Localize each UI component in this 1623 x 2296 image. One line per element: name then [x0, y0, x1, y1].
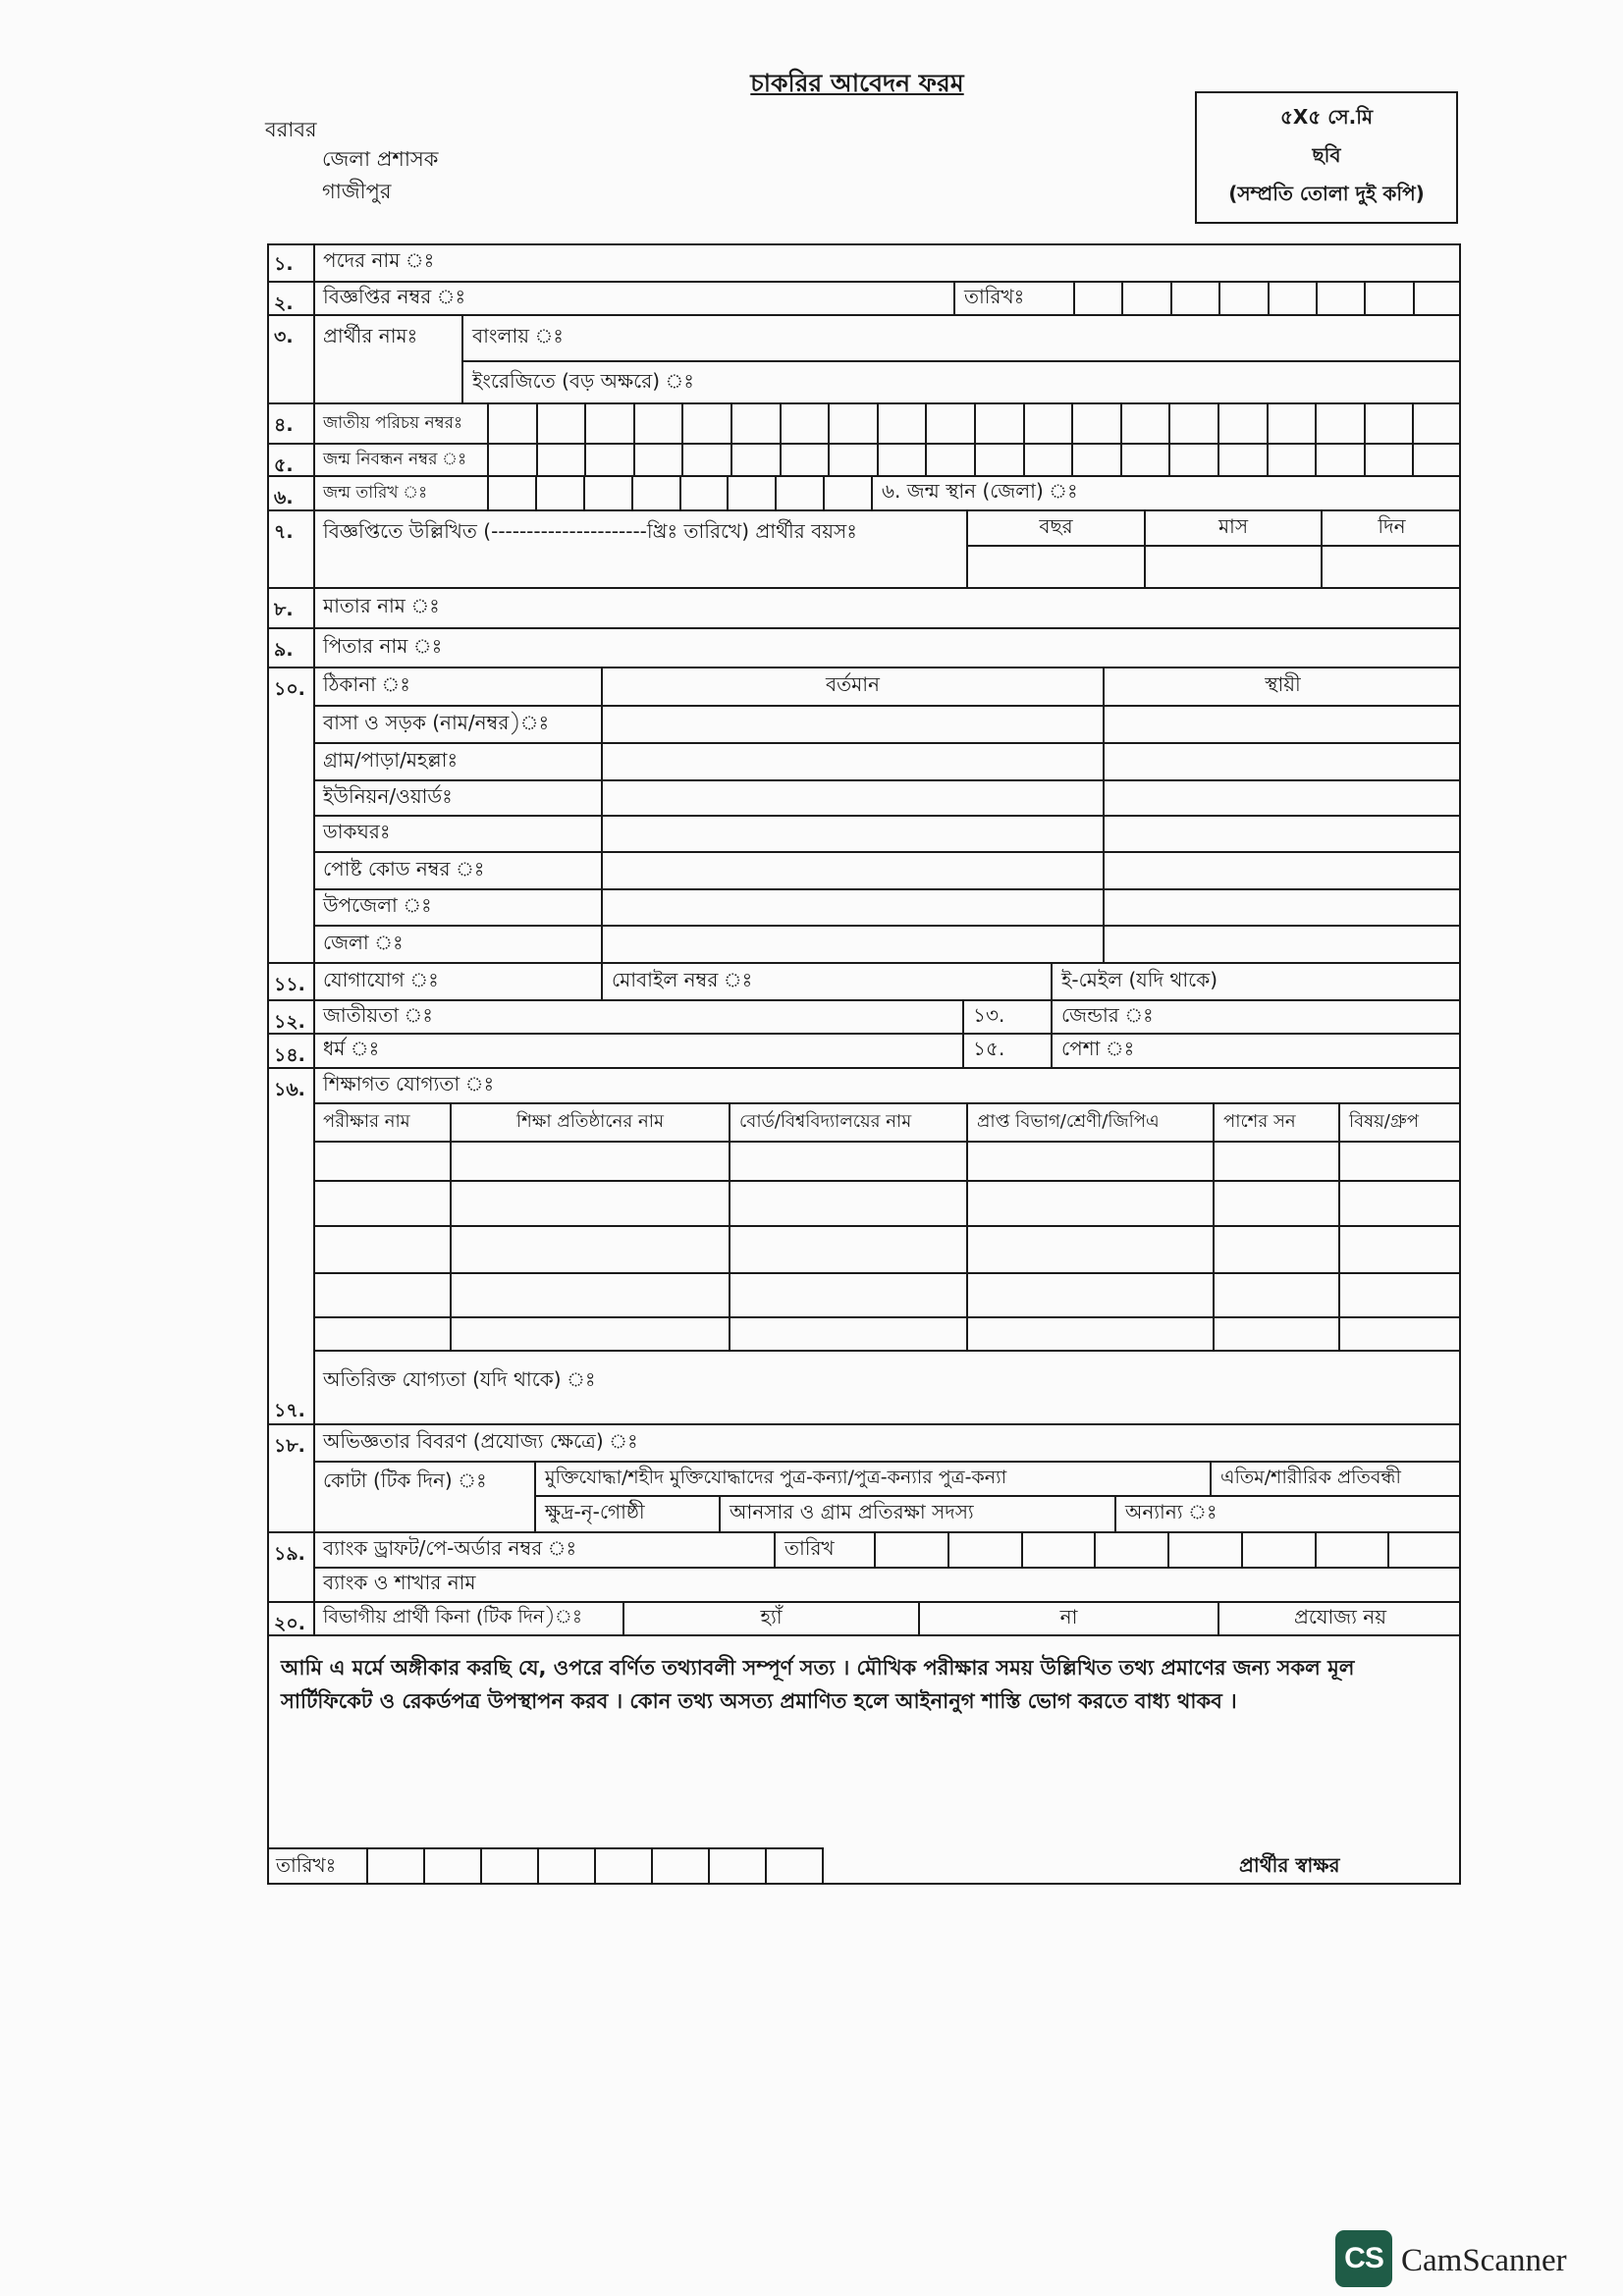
row-number: ৬. — [267, 475, 314, 509]
additional-qualification-row — [314, 1350, 1461, 1423]
bank-date-digit-box — [1241, 1533, 1315, 1567]
religion-row — [314, 1033, 1461, 1067]
passing-year-header: পাশের সন — [1213, 1104, 1338, 1141]
date-digit-box — [1170, 283, 1218, 314]
birth-date-digit-box — [535, 477, 583, 509]
address-row — [314, 925, 1461, 962]
additional-qualification-label: অতিরিক্ত যোগ্যতা (যদি থাকে) ঃ — [323, 1367, 596, 1391]
address-field-label: ইউনিয়ন/ওয়ার্ডঃ — [323, 783, 453, 808]
birth-date-row — [314, 475, 1461, 509]
birth-reg-digit-box — [1023, 445, 1072, 475]
addressee-to: বরাবর — [265, 118, 317, 141]
date-digit-box — [1413, 283, 1461, 314]
education-data-row — [314, 1225, 1461, 1272]
photo-size: ৫X৫ সে.মি — [1279, 105, 1374, 129]
table-cell — [966, 1227, 1213, 1272]
nid-digit-box — [1023, 404, 1072, 443]
age-row — [314, 509, 1461, 587]
applicant-name-label: প্রার্থীর নামঃ — [323, 324, 418, 347]
post-name-row — [314, 243, 1461, 281]
age-month-header: মাস — [1144, 511, 1321, 545]
row-number: ৭. — [267, 509, 314, 587]
option-yes: হ্যাঁ — [622, 1603, 918, 1634]
nid-digit-box — [1120, 404, 1169, 443]
education-header-row — [314, 1102, 1461, 1141]
father-name-row — [314, 627, 1461, 667]
birth-registration-row — [314, 443, 1461, 475]
bank-branch-label: ব্যাংক ও শাখার নাম — [323, 1571, 476, 1594]
nid-boxes — [487, 404, 1461, 443]
age-label: বিজ্ঞপ্তিতে উল্লিখিত (----------------------খ্রিঃ তারিখে) প্রার্থীর বয়সঃ — [323, 519, 857, 543]
quota-ethnic-minority: ক্ষুদ্র-নৃ-গোষ্ঠী — [534, 1495, 719, 1531]
subject-group-header: বিষয়/গ্রুপ — [1338, 1104, 1461, 1141]
nationality-row — [314, 999, 1461, 1033]
departmental-candidate-label: বিভাগীয় প্রার্থী কিনা (টিক দিন)ঃ — [323, 1606, 582, 1628]
signature-date-digit-box — [480, 1849, 537, 1885]
address-field-label: উপজেলা ঃ — [323, 893, 432, 917]
table-cell — [450, 1143, 729, 1180]
table-cell — [1213, 1274, 1338, 1316]
table-cell — [314, 1274, 450, 1316]
table-cell — [1213, 1318, 1338, 1350]
education-data-row — [314, 1180, 1461, 1225]
birth-reg-digit-box — [828, 445, 877, 475]
present-address-cell — [601, 890, 1103, 925]
table-cell — [966, 1318, 1213, 1350]
age-year-header: বছর — [966, 511, 1144, 545]
signature-date-digit-box — [708, 1849, 765, 1885]
row-number: ৯. — [267, 627, 314, 667]
table-cell — [1338, 1318, 1461, 1350]
quota-row — [314, 1461, 1461, 1531]
address-row — [314, 888, 1461, 925]
birth-reg-digit-box — [584, 445, 633, 475]
table-cell — [314, 1182, 450, 1225]
bank-draft-label: ব্যাংক ড্রাফট/পে-অর্ডার নম্বর ঃ — [323, 1535, 577, 1560]
permanent-address-cell — [1103, 707, 1461, 742]
nid-digit-box — [1412, 404, 1461, 443]
birth-reg-digit-box — [1217, 445, 1267, 475]
photo-label: ছবি — [1312, 143, 1341, 167]
education-data-row — [314, 1272, 1461, 1316]
bank-date-digit-box — [947, 1533, 1021, 1567]
permanent-address-cell — [1103, 853, 1461, 888]
address-header-row — [314, 667, 1461, 705]
birth-reg-digit-box — [1412, 445, 1461, 475]
quota-orphan-disabled: এতিম/শারীরিক প্রতিবন্ধী — [1210, 1463, 1461, 1495]
present-address-cell — [601, 744, 1103, 779]
table-cell — [314, 1227, 450, 1272]
row-number: ১৬. — [267, 1067, 314, 1350]
nid-digit-box — [487, 404, 536, 443]
contact-label: যোগাযোগ ঃ — [323, 967, 439, 991]
age-day-header: দিন — [1321, 511, 1461, 545]
form-title: চাকরির আবেদন ফরম — [750, 69, 964, 97]
signature-date-row — [267, 1847, 824, 1885]
quota-label: কোটা (টিক দিন) ঃ — [323, 1468, 487, 1492]
table-cell — [729, 1274, 966, 1316]
age-day-cell — [1321, 545, 1461, 587]
permanent-address-cell — [1103, 927, 1461, 962]
birth-registration-boxes — [487, 445, 1461, 475]
name-bangla-field: বাংলায় ঃ — [461, 316, 1461, 360]
bank-date-digit-box — [1315, 1533, 1388, 1567]
option-no: না — [918, 1603, 1217, 1634]
nid-row — [314, 402, 1461, 443]
date-digit-box — [1268, 283, 1316, 314]
nid-digit-box — [1315, 404, 1364, 443]
birth-reg-digit-box — [487, 445, 536, 475]
birth-reg-digit-box — [1267, 445, 1316, 475]
table-cell — [729, 1227, 966, 1272]
row-number: ১১. — [267, 962, 314, 999]
birth-reg-digit-box — [633, 445, 682, 475]
photo-box — [1195, 91, 1458, 224]
nid-label: জাতীয় পরিচয় নম্বরঃ — [323, 412, 463, 433]
circular-date-boxes — [1073, 283, 1461, 314]
table-cell — [450, 1274, 729, 1316]
religion-label: ধর্ম ঃ — [323, 1037, 380, 1060]
quota-others: অন্যান্য ঃ — [1114, 1495, 1461, 1531]
bank-draft-date-boxes — [874, 1533, 1461, 1567]
permanent-address-header: স্থায়ী — [1103, 668, 1461, 705]
row-number: ১৮. — [267, 1423, 314, 1531]
table-cell — [314, 1318, 450, 1350]
birth-registration-label: জন্ম নিবন্ধন নম্বর ঃ — [323, 449, 467, 469]
option-not-applicable: প্রযোজ্য নয় — [1217, 1603, 1461, 1634]
signature-date-digit-box — [765, 1849, 822, 1885]
nationality-label: জাতীয়তা ঃ — [323, 1002, 433, 1027]
row-number: ১০. — [267, 667, 314, 962]
circular-date-label: তারিখঃ — [953, 283, 1073, 314]
address-row — [314, 779, 1461, 815]
birth-date-boxes — [487, 477, 871, 509]
education-data-row — [314, 1316, 1461, 1350]
applicant-signature-label: প্রার্থীর স্বাক্ষর — [1239, 1853, 1340, 1877]
present-address-cell — [601, 853, 1103, 888]
table-cell — [450, 1318, 729, 1350]
age-year-cell — [966, 545, 1144, 587]
table-cell — [966, 1143, 1213, 1180]
bank-branch-row — [314, 1567, 1461, 1601]
nid-digit-box — [877, 404, 926, 443]
row-number: ১৪. — [267, 1033, 314, 1067]
photo-note: (সম্প্রতি তোলা দুই কপি) — [1228, 182, 1425, 205]
education-data-row — [314, 1141, 1461, 1180]
address-field-label: পোষ্ট কোড নম্বর ঃ — [323, 856, 485, 881]
nid-digit-box — [1168, 404, 1217, 443]
birthplace-label: ৬. জন্ম স্থান (জেলা) ঃ — [871, 477, 1461, 509]
nid-digit-box — [681, 404, 730, 443]
post-name-label: পদের নাম ঃ — [323, 247, 435, 272]
birth-reg-digit-box — [974, 445, 1023, 475]
present-address-cell — [601, 817, 1103, 851]
table-cell — [1338, 1143, 1461, 1180]
table-cell — [729, 1318, 966, 1350]
name-english-field: ইংরেজিতে (বড় অক্ষরে) ঃ — [461, 360, 1461, 404]
address-row — [314, 705, 1461, 742]
row-number: ১৯. — [267, 1531, 314, 1601]
nid-digit-box — [1217, 404, 1267, 443]
date-digit-box — [1121, 283, 1169, 314]
address-field-label: জেলা ঃ — [323, 930, 404, 954]
date-digit-box — [1073, 283, 1121, 314]
present-address-cell — [601, 927, 1103, 962]
addressee-district: গাজীপুর — [322, 180, 392, 203]
permanent-address-cell — [1103, 817, 1461, 851]
birth-reg-digit-box — [681, 445, 730, 475]
table-cell — [1338, 1227, 1461, 1272]
bank-date-digit-box — [1094, 1533, 1167, 1567]
birth-reg-digit-box — [1315, 445, 1364, 475]
nid-digit-box — [925, 404, 974, 443]
row-number: ১৭. — [274, 1400, 305, 1421]
table-cell — [1213, 1227, 1338, 1272]
birth-date-digit-box — [487, 477, 535, 509]
table-cell — [966, 1274, 1213, 1316]
nid-digit-box — [1071, 404, 1120, 443]
table-cell — [966, 1182, 1213, 1225]
table-cell — [450, 1182, 729, 1225]
birth-date-digit-box — [583, 477, 631, 509]
birth-date-label: জন্ম তারিখ ঃ — [323, 482, 428, 503]
birth-date-digit-box — [727, 477, 775, 509]
date-digit-box — [1218, 283, 1267, 314]
present-address-header: বর্তমান — [601, 668, 1103, 705]
bank-draft-date-label: তারিখ — [774, 1533, 874, 1567]
board-university-header: বোর্ড/বিশ্ববিদ্যালয়ের নাম — [729, 1104, 966, 1141]
addressee-designation: জেলা প্রশাসক — [322, 147, 439, 171]
mobile-label: মোবাইল নম্বর ঃ — [601, 964, 1051, 999]
table-cell — [1213, 1143, 1338, 1180]
signature-date-digit-box — [651, 1849, 708, 1885]
table-cell — [729, 1143, 966, 1180]
address-row — [314, 815, 1461, 851]
present-address-cell — [601, 707, 1103, 742]
row-number: ১২. — [267, 999, 314, 1033]
nid-digit-box — [536, 404, 585, 443]
row-number: ৮. — [267, 587, 314, 627]
address-row — [314, 851, 1461, 888]
row-number: ৫. — [267, 443, 314, 475]
nid-digit-box — [974, 404, 1023, 443]
departmental-candidate-row — [314, 1601, 1461, 1634]
bank-date-digit-box — [1387, 1533, 1461, 1567]
table-cell — [450, 1227, 729, 1272]
permanent-address-cell — [1103, 744, 1461, 779]
applicant-name-row — [314, 314, 1461, 402]
education-label: শিক্ষাগত যোগ্যতা ঃ — [323, 1071, 495, 1095]
birth-reg-digit-box — [1364, 445, 1413, 475]
table-cell — [314, 1143, 450, 1180]
nid-digit-box — [1364, 404, 1413, 443]
row-number: ১৫. — [962, 1035, 1051, 1067]
permanent-address-cell — [1103, 890, 1461, 925]
signature-date-digit-box — [423, 1849, 480, 1885]
circular-number-label: বিজ্ঞপ্তির নম্বর ঃ — [323, 284, 466, 308]
birth-reg-digit-box — [877, 445, 926, 475]
experience-label: অভিজ্ঞতার বিবরণ (প্রযোজ্য ক্ষেত্রে) ঃ — [323, 1428, 638, 1453]
row-number: ৩. — [267, 314, 314, 402]
birth-reg-digit-box — [536, 445, 585, 475]
division-gpa-header: প্রাপ্ত বিভাগ/শ্রেণী/জিপিএ — [966, 1104, 1213, 1141]
table-cell — [729, 1182, 966, 1225]
address-field-label: গ্রাম/পাড়া/মহল্লাঃ — [323, 747, 459, 772]
signature-date-digit-box — [366, 1849, 423, 1885]
nid-digit-box — [584, 404, 633, 443]
bank-date-digit-box — [1021, 1533, 1095, 1567]
signature-date-digit-box — [537, 1849, 594, 1885]
row-number: ২. — [267, 281, 314, 314]
signature-date-boxes — [366, 1849, 822, 1885]
occupation-label: পেশা ঃ — [1051, 1035, 1461, 1067]
address-row — [314, 742, 1461, 779]
table-cell — [1338, 1182, 1461, 1225]
camscanner-logo-icon: CS — [1335, 2230, 1392, 2287]
birth-date-digit-box — [631, 477, 679, 509]
education-title-row — [314, 1067, 1461, 1102]
birth-reg-digit-box — [730, 445, 780, 475]
gender-label: জেন্ডার ঃ — [1051, 1001, 1461, 1033]
mother-name-row — [314, 587, 1461, 627]
address-label: ঠিকানা ঃ — [323, 672, 410, 696]
birth-date-digit-box — [775, 477, 823, 509]
nid-digit-box — [1267, 404, 1316, 443]
nid-digit-box — [780, 404, 829, 443]
address-field-label: ডাকঘরঃ — [323, 820, 391, 843]
bank-date-digit-box — [1167, 1533, 1241, 1567]
father-name-label: পিতার নাম ঃ — [323, 633, 443, 658]
row-number: ১৩. — [962, 1001, 1051, 1033]
nid-digit-box — [828, 404, 877, 443]
row-number: ২০. — [267, 1601, 314, 1634]
nid-digit-box — [633, 404, 682, 443]
table-cell — [1338, 1274, 1461, 1316]
declaration-text: আমি এ মর্মে অঙ্গীকার করছি যে, ওপরে বর্ণিত তথ্যাবলী সম্পূর্ণ সত্য । মৌখিক পরীক্ষার সময় উল্লিখিত তথ্য প্রমাণের জন্য সকল মূল সার্টিফিকেট ও রেকর্ডপত্র উপস্থাপন করব । কোন তথ্য অসত্য প্রমাণিত হলে আইনানুগ শাস্তি ভোগ করতে বাধ্য থাকব । — [281, 1656, 1355, 1713]
birth-reg-digit-box — [1071, 445, 1120, 475]
contact-row — [314, 962, 1461, 999]
signature-date-digit-box — [594, 1849, 651, 1885]
birth-reg-digit-box — [780, 445, 829, 475]
birth-reg-digit-box — [1168, 445, 1217, 475]
present-address-cell — [601, 781, 1103, 815]
age-month-cell — [1144, 545, 1321, 587]
mother-name-label: মাতার নাম ঃ — [323, 594, 440, 617]
table-cell — [1213, 1182, 1338, 1225]
birth-reg-digit-box — [1120, 445, 1169, 475]
camscanner-wordmark: CamScanner — [1401, 2243, 1567, 2278]
institution-header: শিক্ষা প্রতিষ্ঠানের নাম — [450, 1104, 729, 1141]
quota-ansar-vdp: আনসার ও গ্রাম প্রতিরক্ষা সদস্য — [719, 1495, 1114, 1531]
permanent-address-cell — [1103, 781, 1461, 815]
birth-reg-digit-box — [925, 445, 974, 475]
date-digit-box — [1364, 283, 1412, 314]
address-field-label: বাসা ও সড়ক (নাম/নম্বর)ঃ — [323, 710, 550, 734]
exam-name-header: পরীক্ষার নাম — [323, 1111, 410, 1132]
birth-date-digit-box — [679, 477, 728, 509]
quota-freedom-fighter: মুক্তিযোদ্ধা/শহীদ মুক্তিযোদ্ধাদের পুত্র-কন্যা/পুত্র-কন্যার পুত্র-কন্যা — [534, 1463, 1210, 1495]
nid-digit-box — [730, 404, 780, 443]
email-label: ই-মেইল (যদি থাকে) — [1051, 964, 1461, 999]
bank-date-digit-box — [874, 1533, 947, 1567]
date-digit-box — [1316, 283, 1364, 314]
row-number: ১. — [274, 253, 294, 275]
birth-date-digit-box — [823, 477, 871, 509]
circular-number-row — [314, 281, 1461, 314]
bank-draft-row — [314, 1531, 1461, 1567]
experience-row — [314, 1423, 1461, 1461]
row-number: ৪. — [267, 402, 314, 443]
signature-date-label: তারিখঃ — [276, 1852, 337, 1877]
